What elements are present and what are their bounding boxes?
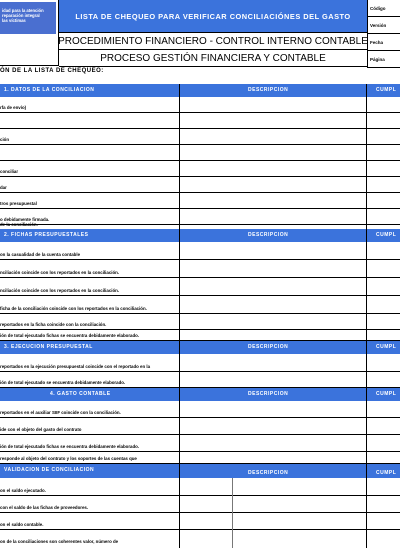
section-title: 4. GASTO CONTABLE (50, 391, 111, 397)
checklist-row: reportados en el auxiliar SIIF coincide con la conciliación. (0, 401, 400, 418)
col-description: DESCRIPCION (248, 344, 289, 350)
checklist-row: responde al objeto del contrato y los soportes de las cuentas que (0, 452, 400, 464)
meta-code: Código (367, 0, 400, 17)
checklist-row: ión de total ejecutado se encuentra debidamente elaborado. (0, 372, 400, 388)
checklist-row (0, 145, 400, 161)
column-divider (179, 84, 180, 548)
checklist-row: con el saldo de las fichas de proveedores. (0, 496, 400, 513)
checklist-row: dar (0, 177, 400, 193)
col-description: DESCRIPCION (248, 470, 289, 476)
list-title: ÓN DE LA LISTA DE CHEQUEO: (0, 68, 104, 74)
checklist-row: on el saldo contable. (0, 513, 400, 530)
section-title: 1. DATOS DE LA CONCILIACION (4, 87, 95, 93)
checklist-row: reportados en la ejecución presupuestal coincide con el reportado en la (0, 354, 400, 372)
section-header (0, 84, 400, 97)
checklist-row: on la casualidad de la cuenta contable (0, 242, 400, 260)
logo-line: idad para la atención (2, 8, 44, 13)
section-title: VALIDACION DE CONCILIACION (4, 467, 95, 473)
meta-version: Versión (367, 17, 400, 34)
section-header (0, 388, 400, 401)
col-description: DESCRIPCION (248, 87, 289, 93)
checklist-row: ide con el objeto del gasto del contrato (0, 418, 400, 435)
meta-date: Fecha (367, 34, 400, 51)
col-compliance: CUMPL (376, 391, 397, 397)
section-header (0, 341, 400, 354)
col-compliance: CUMPL (376, 470, 397, 476)
checklist-row: reportados en la ficha coincide con la conciliación. (0, 314, 400, 330)
logo-line: reparación integral (2, 13, 40, 18)
section-header (0, 229, 400, 242)
checklist-row: on el saldo ejecutado. (0, 478, 400, 496)
process-title: PROCESO GESTIÓN FINANCIERA Y CONTABLE (59, 50, 367, 67)
document-title: LISTA DE CHEQUEO PARA VERIFICAR CONCILIACIÓNES DEL GASTO (59, 0, 367, 33)
logo-card (0, 2, 56, 34)
checklist-row: rfa de envío) (0, 97, 400, 113)
checklist-row: ión de total ejecutado fichas se encuentra debidamente elaborado. (0, 435, 400, 452)
checklist-row: ficha de la conciliación coincide con los reportados en la conciliación. (0, 296, 400, 314)
logo-line: las víctimas (2, 18, 26, 23)
section-title: 2. FICHAS PRESUPUESTALES (4, 232, 89, 238)
col-compliance: CUMPL (376, 232, 397, 238)
checklist-row: de la conciliación. (0, 225, 400, 230)
col-description: DESCRIPCION (248, 232, 289, 238)
checklist-row: on de la conciliaciones son coherentes valor, número de (0, 539, 119, 544)
meta-page: Página (367, 51, 400, 68)
checklist-row: tros presupuestal (0, 193, 400, 209)
checklist-row: o debidamente firmada. (0, 209, 400, 225)
logo (0, 0, 59, 66)
checklist-row: ión de total ejecutado fichas se encuentra debidamente elaborado. (0, 330, 400, 341)
section-header (0, 464, 400, 478)
checklist-row: conciliar (0, 161, 400, 177)
checklist-row: ción (0, 129, 400, 145)
column-divider (366, 84, 367, 548)
column-divider (232, 478, 233, 548)
procedure-title: PROCEDIMIENTO FINANCIERO - CONTROL INTERNO CONTABLE (59, 33, 367, 50)
checklist-row: nciliación coincide con los reportados en la conciliación. (0, 260, 400, 278)
col-compliance: CUMPL (376, 344, 397, 350)
col-description: DESCRIPCION (248, 391, 289, 397)
checklist-row: nciliación coincide con los reportados en la conciliación. (0, 278, 400, 296)
section-title: 3. EJECUCION PRESUPUESTAL (4, 344, 93, 350)
col-compliance: CUMPL (376, 87, 397, 93)
checklist-row (0, 113, 400, 129)
